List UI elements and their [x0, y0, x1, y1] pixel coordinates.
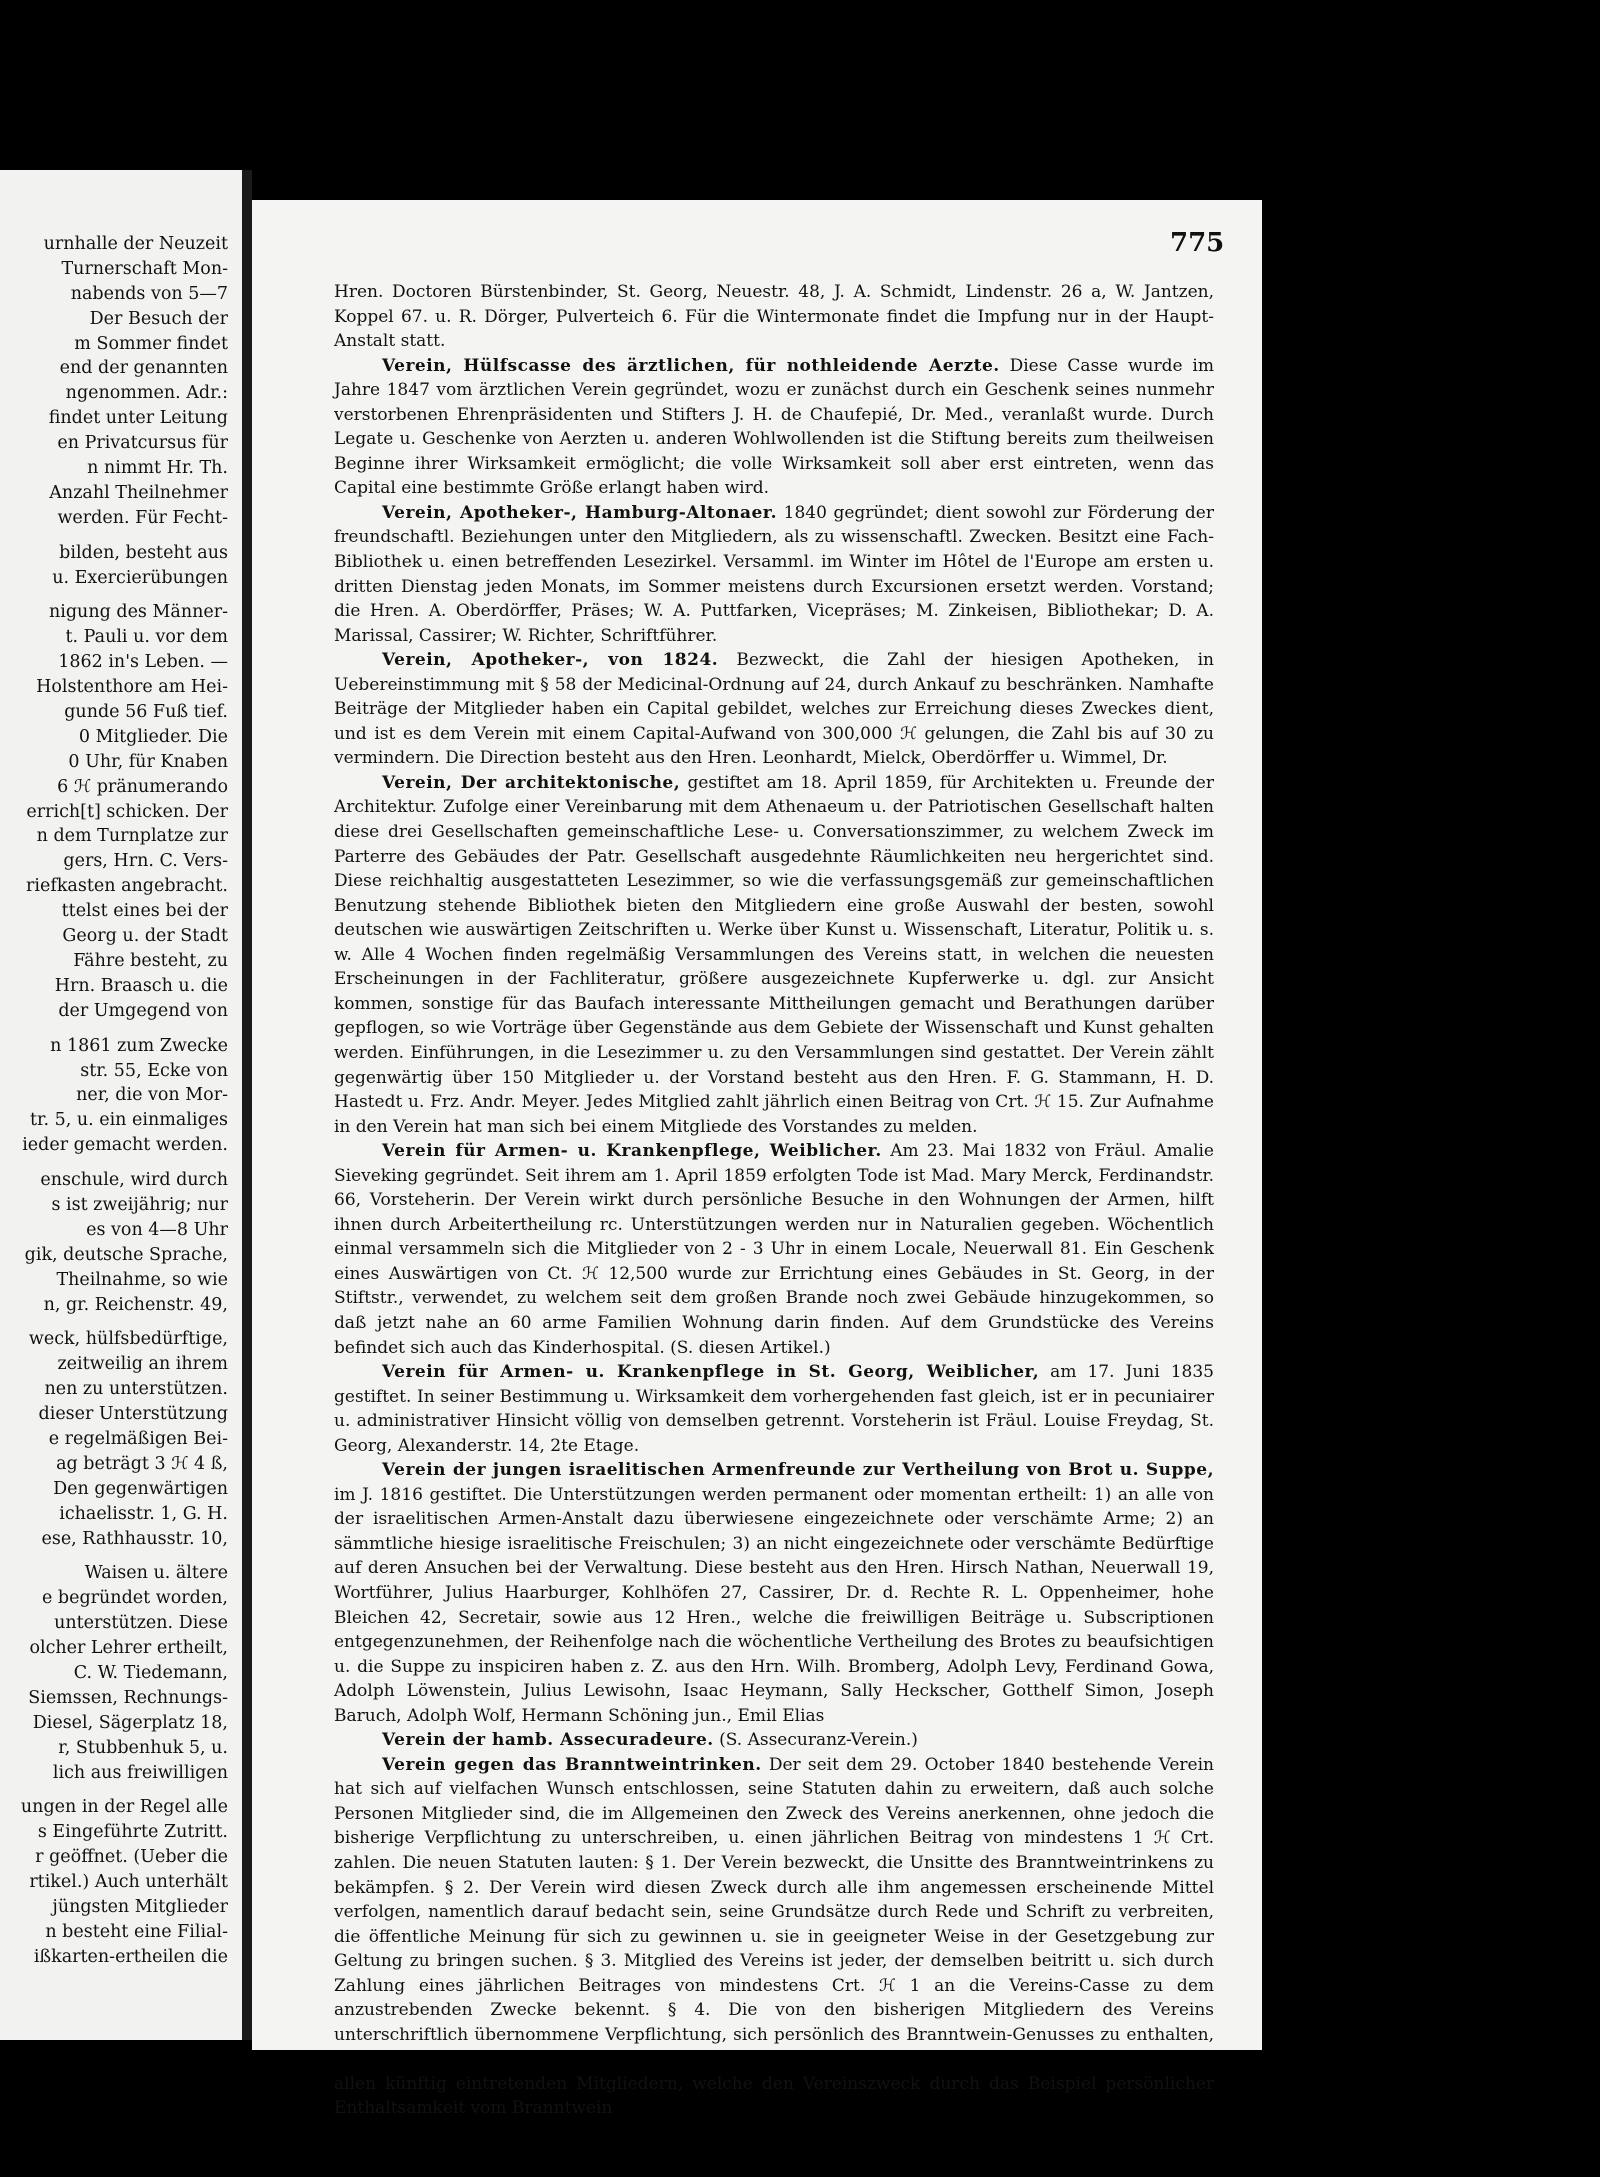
entry-text: Der seit dem 29. October 1840 bestehende Verein hat sich auf vielfachen Wunsch entschlossen, seine Statuten dahin zu erweitern, daß auch solche Personen Mitglieder sind, die im Allgemeinen den Zweck des Vereins anerkennen, ohne jedoch die bisherige Verpflichtung zu unterschreiben, u. einen jährlichen Beitrag von mindestens 1 ℋ Crt. zahlen. Die neuen Statuten lauten: § 1. Der Verein bezweckt, die Unsitte des Branntweintrinkens zu bekämpfen. § 2. Der Verein wird diesen Zweck durch alle ihm angemessen erscheinende Mittel verfolgen, namentlich darauf bedacht sein, seine Grundsätze durch Rede und Schrift zu verbreiten, die öffentliche Meinung für sich zu gewinnen u. sie in geeigneter Weise in der Gesetzgebung zur Geltung zu bringen suchen. § 3. Mitglied des Vereins ist jeder, der demselben beitritt u. sich durch Zahlung eines jährlichen Beitrages von mindestens Crt. ℋ 1 an die Vereins-Casse zu dem anzustrebenden Zwecke bekennt. § 4. Die von den bisherigen Mitgliedern des Vereins unterschriftlich übernommene Verpflichtung, sich persönlich des Branntwein-Genusses zu enthalten, allen künftig eintretenden Mitgliedern, welche den Vereinszweck durch das Beispiel persönlicher Enthaltsamkeit vom Branntwein [334, 1754, 1214, 2119]
left-column-line: gik, deutsche Sprache, [24, 1244, 228, 1265]
left-column-line: end der genannten [59, 358, 228, 379]
left-column-line: C. W. Tiedemann, [73, 1662, 228, 1683]
left-column-line: Theilnahme, so wie [56, 1269, 228, 1290]
left-column-line: s Eingeführte Zutritt. [37, 1822, 228, 1843]
left-column-line: Diesel, Sägerplatz 18, [32, 1712, 228, 1733]
left-column-line: ichaelisstr. 1, G. H. [59, 1503, 228, 1524]
directory-entry [334, 1728, 1214, 1753]
directory-entry [334, 1139, 1214, 1360]
left-column-line: weck, hülfsbedürftige, [28, 1329, 228, 1350]
left-column-line: gers, Hrn. C. Vers- [63, 851, 228, 872]
entry-text: 1840 gegründet; dient sowohl zur Förderung der freundschaftl. Beziehungen unter den Mitgliedern, als zu wissenschaftl. Zwecken. Besitzt eine Fach-Bibliothek u. einen betreffenden Lesezirkel. Versamml. im Winter im Hôtel de l'Europe am ersten u. dritten Dienstag jeden Monats, im Sommer meistens durch Excursionen ersetzt werden. Vorstand; die Hren. A. Oberdörffer, Präses; W. A. Puttfarken, Vicepräses; M. Zinkeisen, Bibliothekar; D. A. Marissal, Cassirer; W. Richter, Schriftführer. [334, 502, 1214, 646]
directory-entry [334, 648, 1214, 771]
left-column-line: Fähre besteht, zu [73, 950, 228, 971]
left-page-fragment [0, 170, 242, 2040]
left-column-line: es von 4—8 Uhr [86, 1219, 228, 1240]
left-column-line: rtikel.) Auch unterhält [29, 1872, 228, 1893]
entry-heading: Verein der jungen israelitischen Armenfreunde zur Vertheilung von Brot u. Suppe, [382, 1460, 1214, 1481]
left-column-line: ese, Rathhausstr. 10, [41, 1528, 228, 1549]
left-column-line: der Umgegend von [58, 1000, 228, 1021]
entry-heading: Verein gegen das Branntweintrinken. [382, 1754, 762, 1775]
left-column-line: ag beträgt 3 ℋ 4 ß, [56, 1453, 228, 1474]
left-column-line: s ist zweijährig; nur [51, 1194, 228, 1215]
entry-text: Bezweckt, die Zahl der hiesigen Apotheken, in Uebereinstimmung mit § 58 der Medicinal-Ordnung auf 24, durch Ankauf zu beschränken. Namhafte Beiträge der Mitglieder haben ein Capital gebildet, welches zur Erreichung dieses Zweckes dient, und ist es dem Verein mit einem Capital-Aufwand von 300,000 ℋ gelungen, die Zahl bis auf 30 zu vermindern. Die Direction besteht aus den Hren. Leonhardt, Mielck, Oberdörffer u. Wimmel, Dr. [334, 650, 1214, 769]
left-column-line: zeitweilig an ihrem [57, 1354, 228, 1375]
line-gap [0, 1317, 228, 1327]
entry-heading: Verein der hamb. Assecuradeure. [382, 1730, 714, 1751]
entry-heading: Verein, Der architektonische, [382, 772, 681, 793]
left-column-line: Der Besuch der [89, 308, 228, 329]
entry-text: Diese Casse wurde im Jahre 1847 vom ärztlichen Verein gegründet, wozu er zunächst durch ein Geschenk seines nunmehr verstorbenen Ehrenpräsidenten und Stifters J. H. de Chaufepié, Dr. Med., veranlaßt wurde. Durch Legate u. Geschenke von Aerzten u. anderen Wohlwollenden ist die Stiftung bereits zum theilweisen Beginne ihrer Wirksamkeit ermöglicht; die volle Wirksamkeit soll aber erst eintreten, wenn das Capital eine bestimmte Größe erlangt haben wird. [334, 355, 1214, 499]
directory-entries [334, 280, 1214, 2121]
left-column-line: dieser Unterstützung [38, 1404, 228, 1425]
left-column-line: ner, die von Mor- [76, 1085, 228, 1106]
entry-heading: Verein, Hülfscasse des ärztlichen, für nothleidende Aerzte. [382, 355, 1000, 376]
left-column-line: urnhalle der Neuzeit [43, 234, 228, 254]
left-column-line: ngenommen. Adr.: [65, 383, 228, 404]
directory-entry [334, 501, 1214, 648]
left-column-line: n besteht eine Filial- [45, 1921, 228, 1942]
left-column-line: n, gr. Reichenstr. 49, [43, 1294, 228, 1315]
left-column-line: n 1861 zum Zwecke [50, 1035, 228, 1056]
left-column-line: werden. Für Fecht- [57, 507, 228, 528]
line-gap [0, 1551, 228, 1561]
entry-text: (S. Assecuranz-Verein.) [713, 1730, 918, 1751]
left-column-line: gunde 56 Fuß tief. [64, 702, 228, 723]
entry-text: Am 23. Mai 1832 von Fräul. Amalie Sieveking gegründet. Seit ihrem am 1. April 1859 erfolgten Tode ist Mad. Mary Merck, Ferdinandstr. 66, Vorsteherin. Der Verein wirkt durch persönliche Besuche in den Wohnungen der Armen, hilft ihnen durch Arbeitertheilung rc. Unterstützungen werden nur in Naturalien gegeben. Wöchentlich einmal versammeln sich die Mitglieder von 2 - 3 Uhr in einem Locale, Neuerwall 81. Ein Geschenk eines Auswärtigen von Ct. ℋ 12,500 wurde zur Errichtung eines Gebäudes in St. Georg, in der Stiftstr., verwendet, zu welchem seit dem großen Brande noch zwei Gebäude hinzugekommen, so daß jetzt nahe an 60 arme Familien Wohnung darin finden. Auf dem Grundstücke des Vereins befindet sich auch das Kinderhospital. (S. diesen Artikel.) [334, 1141, 1214, 1358]
left-column-line: Turnerschaft Mon- [61, 258, 228, 279]
scan-border [252, 2050, 1262, 2070]
entry-heading: Verein für Armen- u. Krankenpflege, Weiblicher. [382, 1141, 882, 1162]
left-column-line: r geöffnet. (Ueber die [35, 1847, 228, 1868]
left-column-line: Anzahl Theilnehmer [49, 482, 228, 503]
left-column-line: lich aus freiwilligen [52, 1762, 228, 1783]
left-column-line: unterstützen. Diese [54, 1613, 228, 1634]
line-gap [0, 590, 228, 600]
directory-entry [334, 1360, 1214, 1458]
left-column-line: olcher Lehrer ertheilt, [29, 1638, 228, 1659]
left-column-line: e begründet worden, [41, 1588, 228, 1609]
left-column-line: 6 ℋ pränumerando [57, 776, 228, 797]
left-page-column [0, 232, 228, 1970]
left-column-line: nen zu unterstützen. [44, 1379, 228, 1400]
left-column-line: Georg u. der Stadt [62, 926, 228, 947]
left-column-line: Waisen u. ältere [84, 1563, 228, 1584]
directory-entry [334, 771, 1214, 1139]
left-column-line: ttelst eines bei der [61, 901, 228, 922]
left-column-line: jüngsten Mitglieder [52, 1897, 228, 1917]
left-column-line: tr. 5, u. ein einmaliges [29, 1110, 228, 1131]
left-column-line: ißkarten-ertheilen die [33, 1946, 228, 1967]
left-column-line: ieder gemacht werden. [22, 1135, 228, 1156]
line-gap [0, 1024, 228, 1034]
left-column-line: 0 Mitglieder. Die [78, 726, 228, 747]
line-gap [0, 1785, 228, 1795]
entry-text: im J. 1816 gestiftet. Die Unterstützungen werden permanent oder momentan ertheilt: 1) an alle von der israelitischen Armen-Anstalt dazu überwiesene eingezeichnete oder verschämte Arme; 2) an sämmtliche hiesige israelitische Freischulen; 3) an nicht eingezeichnete oder verschämte Bedürftige auf deren Ansuchen bei der Verwaltung. Diese besteht aus den Hren. Hirsch Nathan, Neuerwall 19, Wortführer, Julius Haarburger, Kohlhöfen 27, Cassirer, Dr. d. Rechte R. L. Oppenheimer, hohe Bleichen 42, Secretair, sowie aus 12 Hren., welche die freiwilligen Beiträge u. Subscriptionen entgegenzunehmen, der Reihenfolge nach die wöchentliche Vertheilung des Brotes zu beaufsichtigen u. die Suppe zu inspiciren haben z. Z. aus den Hrn. Wilh. Bromberg, Adolph Levy, Ferdinand Gowa, Adolph Löwenstein, Julius Lewisohn, Isaac Heymann, Sally Heckscher, Gotthelf Simon, Joseph Baruch, Adolph Wolf, Hermann Schöning jun., Emil Elias [334, 1484, 1214, 1726]
left-column-line: t. Pauli u. vor dem [65, 627, 228, 648]
left-column-line: Holstenthore am Hei- [36, 677, 228, 698]
left-column-line: Hrn. Braasch u. die [54, 975, 228, 996]
line-gap [0, 1158, 228, 1168]
left-column-line: m Sommer findet [74, 333, 228, 354]
page-number: 775 [1170, 228, 1225, 258]
entry-text: am 17. Juni 1835 gestiftet. In seiner Bestimmung u. Wirksamkeit dem vorhergehenden fast gleich, ist er in pecuniairer u. administrativer Hinsicht völlig von demselben getrennt. Vorsteherin ist Fräul. Louise Freydag, St. Georg, Alexanderstr. 14, 2te Etage. [334, 1362, 1214, 1456]
left-column-line: 0 Uhr, für Knaben [68, 751, 228, 772]
left-column-line: nigung des Männer- [48, 602, 228, 623]
left-column-line: Siemssen, Rechnungs- [28, 1687, 228, 1708]
left-column-line: ungen in der Regel alle [20, 1797, 228, 1818]
left-column-line: findet unter Leitung [48, 408, 228, 429]
directory-entry [334, 1458, 1214, 1728]
left-column-line: r, Stubbenhuk 5, u. [58, 1737, 228, 1758]
entry-heading: Verein, Apotheker-, von 1824. [382, 650, 719, 671]
entry-heading: Verein für Armen- u. Krankenpflege in St. Georg, Weiblicher, [382, 1362, 1040, 1383]
right-page [252, 200, 1262, 2119]
entry-text: Hren. Doctoren Bürstenbinder, St. Georg, Neuestr. 48, J. A. Schmidt, Lindenstr. 26 a, W. Jantzen, Koppel 67. u. R. Dörger, Pulverteich 6. Für die Wintermonate findet die Impfung nur in der Haupt-Anstalt statt. [334, 282, 1214, 352]
left-column-line: riefkasten angebracht. [26, 876, 228, 897]
entry-text: gestiftet am 18. April 1859, für Architekten u. Freunde der Architektur. Zufolge einer Vereinbarung mit dem Athenaeum u. der Patriotischen Gesellschaft halten diese drei Gesellschaften gemeinschaftliche Lese- u. Conversationszimmer, zu welchem Zweck im Parterre des Gebäudes der Patr. Gesellschaft ausgedehnte Räumlichkeiten neu hergerichtet sind. Diese reichhaltig ausgestatteten Lesezimmer, so wie die verfassungsgemäß zur gemeinschaftlichen Benutzung stehende Bibliothek bieten den Mitgliedern eine große Auswahl der besten, sowohl deutschen wie auswärtigen Zeitschriften u. Werke über Kunst u. Wissenschaft, Literatur, Politik u. s. w. Alle 4 Wochen finden regelmäßig Versammlungen des Vereins statt, in welchen die neuesten Erscheinungen in der Fachliteratur, größere ausgezeichnete Kupferwerke u. dgl. zur Ansicht kommen, sonstige für das Baufach interessante Mittheilungen gemacht und Berathungen darüber gepflogen, so wie Vorträge über Gegenstände aus dem Gebiete der Wissenschaft und Kunst gehalten werden. Einführungen, in die Lesezimmer u. zu den Versammlungen sind gestattet. Der Verein zählt gegenwärtig über 150 Mitglieder u. der Vorstand besteht aus den Hren. F. G. Stammann, H. D. Hastedt u. Frz. Andr. Meyer. Jedes Mitglied zahlt jährlich einen Beitrag von Crt. ℋ 15. Zur Aufnahme in den Verein hat man sich bei einem Mitgliede des Vorstandes zu melden. [334, 772, 1214, 1137]
left-column-line: Den gegenwärtigen [53, 1478, 228, 1499]
left-column-line: u. Exercierübungen [52, 567, 228, 588]
directory-entry [334, 354, 1214, 501]
left-column-line: e regelmäßigen Bei- [48, 1428, 228, 1449]
line-gap [0, 531, 228, 541]
left-column-line: en Privatcursus für [57, 433, 228, 454]
left-column-line: enschule, wird durch [40, 1170, 228, 1191]
left-column-line: nabends von 5—7 [70, 283, 228, 304]
entry-heading: Verein, Apotheker-, Hamburg-Altonaer. [382, 502, 778, 523]
left-column-line: n nimmt Hr. Th. [87, 458, 228, 479]
left-column-line: 1862 in's Leben. — [58, 652, 228, 673]
left-column-line: errich[t] schicken. Der [26, 801, 228, 822]
left-column-line: n dem Turnplatze zur [36, 826, 228, 847]
book-gutter [242, 170, 252, 2040]
left-column-line: str. 55, Ecke von [80, 1060, 228, 1081]
left-column-line: bilden, besteht aus [59, 542, 228, 563]
directory-entry [334, 280, 1214, 354]
